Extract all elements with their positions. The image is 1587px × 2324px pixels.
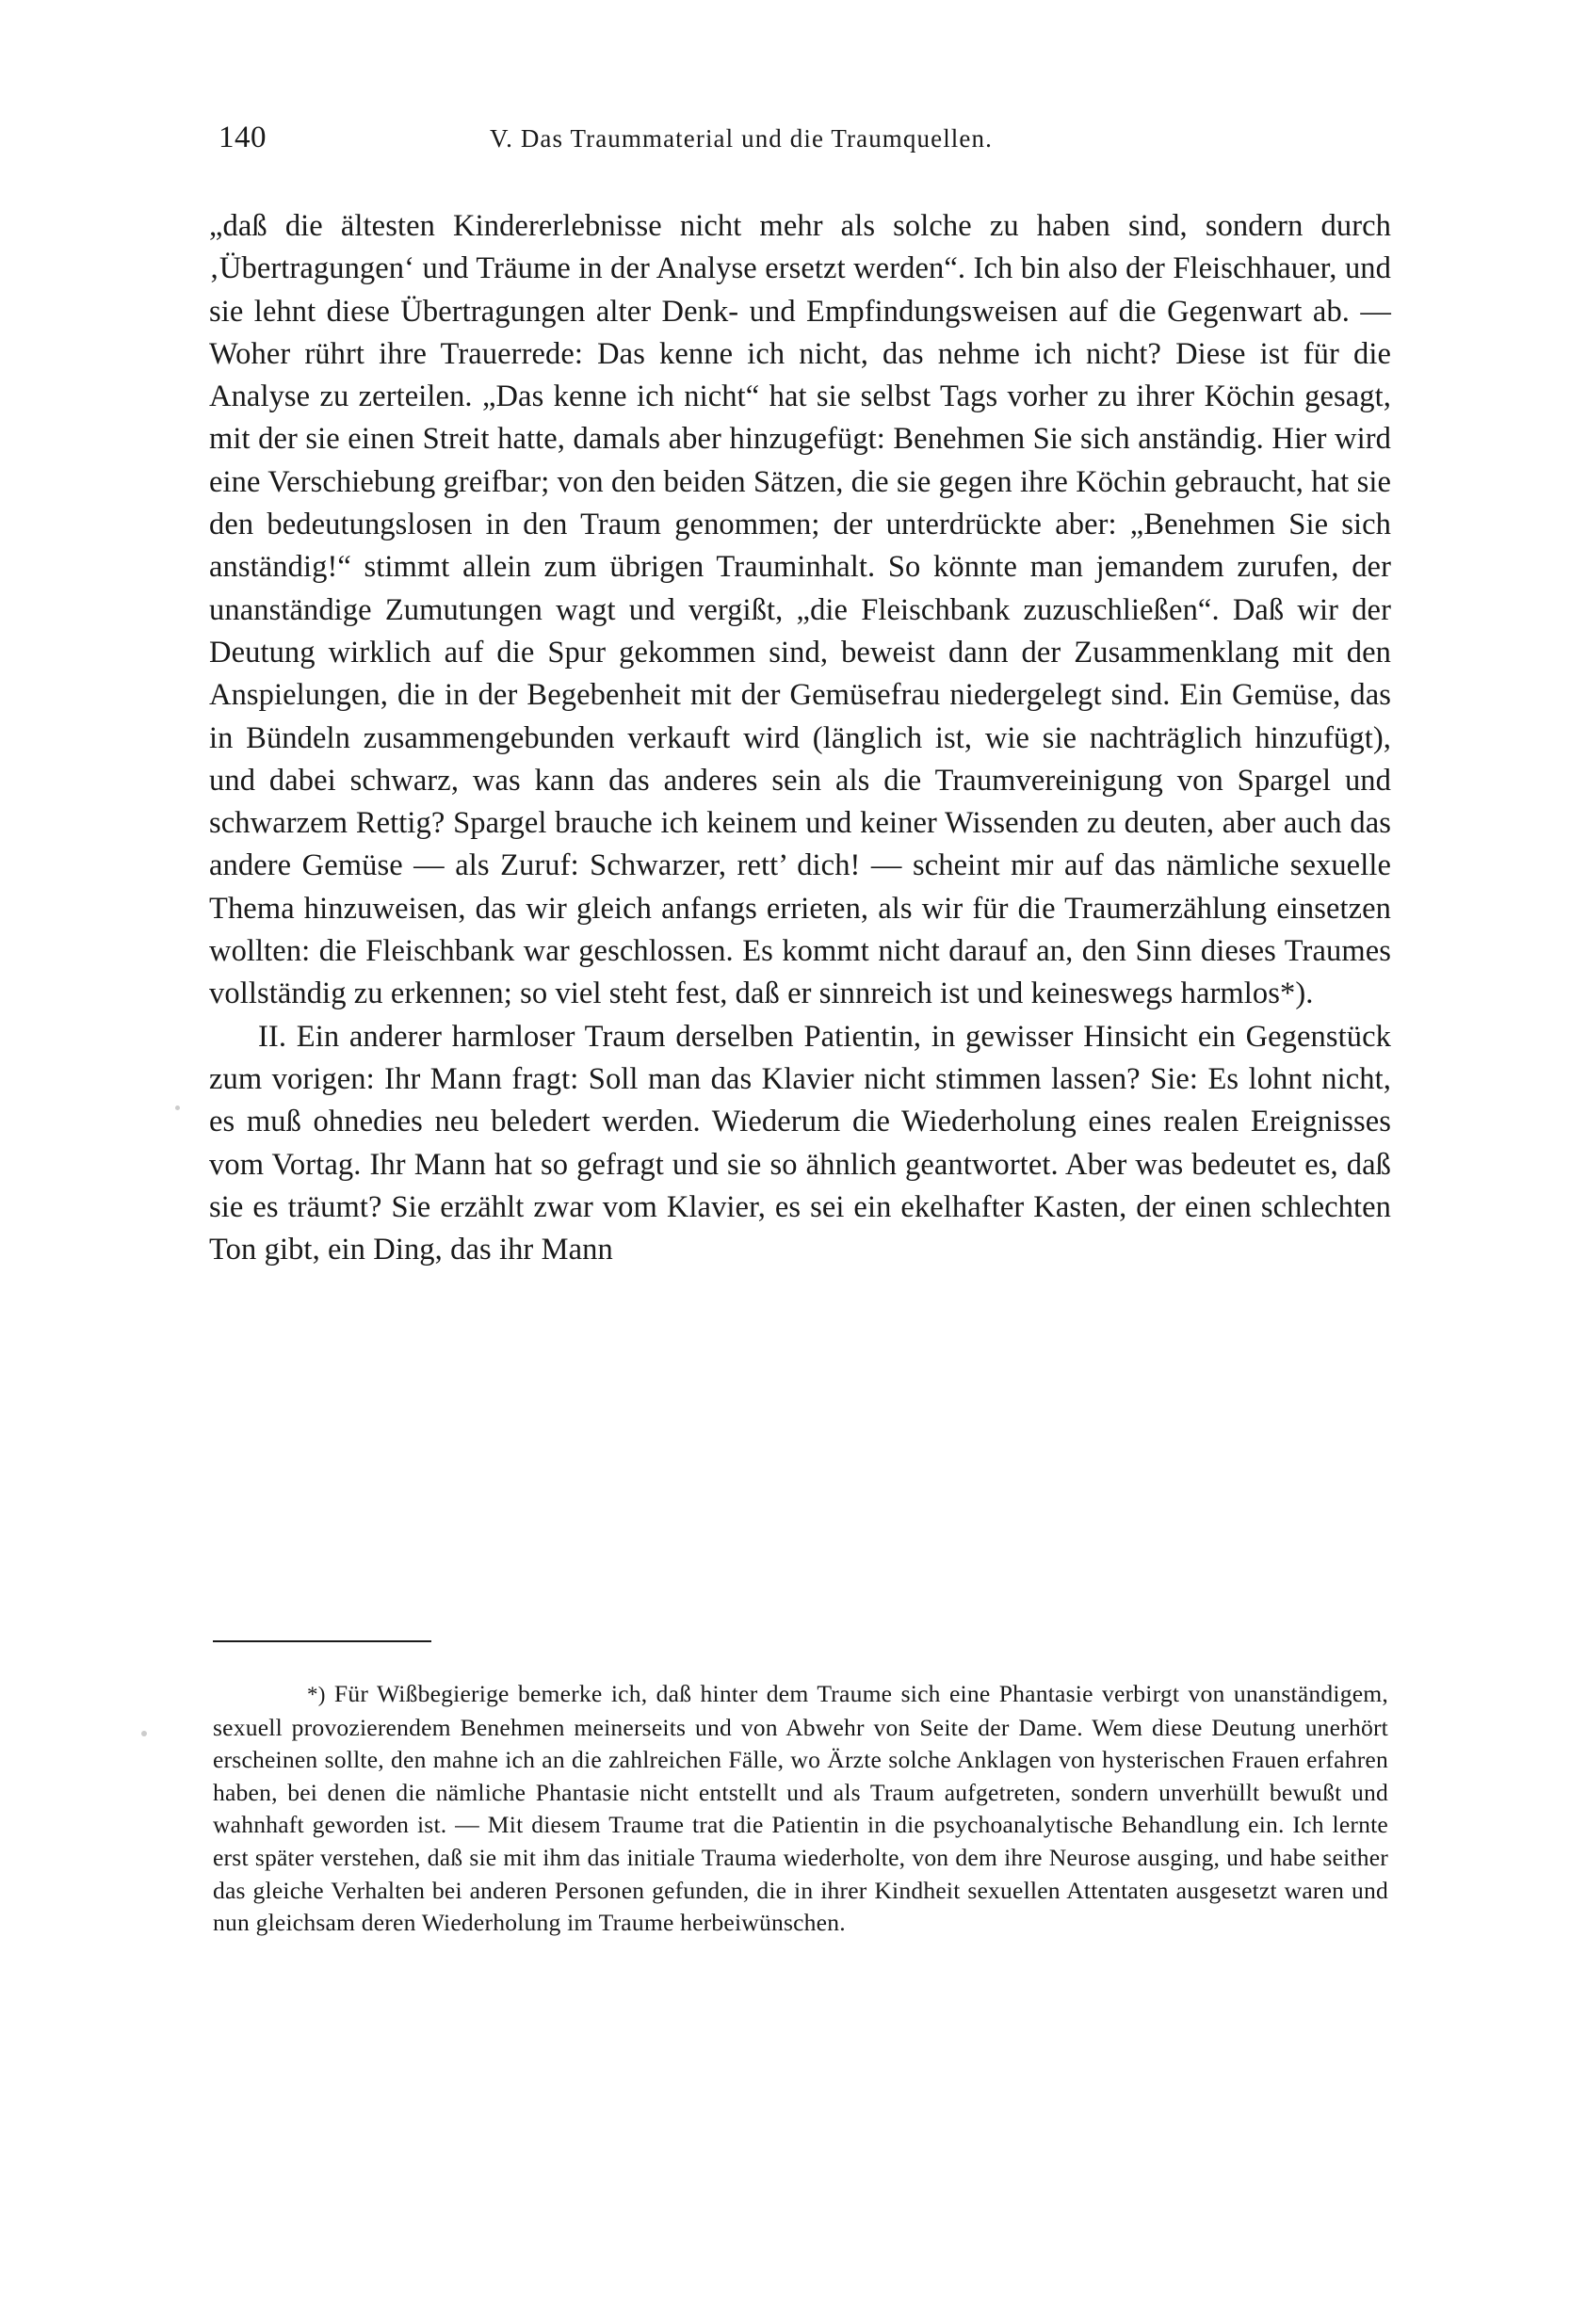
footnote-separator: [213, 1640, 431, 1642]
running-title: V. Das Traummaterial und die Traumquellen.: [490, 124, 993, 153]
body-text: [209, 205, 1391, 1271]
footnote-body: Für Wißbegierige bemerke ich, daß hinter dem Traume sich eine Phantasie verbirgt von unanständigem, sexuell provozierendem Benehmen meinerseits und von Abwehr von Seite der Dame. Wem diese Deutung unerhört erscheinen sollte, den mahne ich an die zahlreichen Fälle, wo Ärzte solche Anklagen von hysterischen Frauen erfahren haben, bei denen die nämliche Phantasie nicht entstellt und als Traum aufgetreten, sondern unverhüllt bewußt und wahnhaft geworden ist. — Mit diesem Traume trat die Patientin in die psychoanalytische Behandlung ein. Ich lernte erst später verstehen, daß sie mit ihm das initiale Trauma wiederholte, von dem ihre Neurose ausging, und habe seither das gleiche Verhalten bei anderen Personen gefunden, die in ihrer Kindheit sexuellen Attentaten ausgesetzt waren und nun gleichsam deren Wiederholung im Traume herbeiwünschen.: [213, 1680, 1388, 1937]
paper-speck: [175, 1106, 180, 1110]
paragraph-main: „daß die ältesten Kindererlebnisse nicht mehr als solche zu haben sind, sondern durch ‚Übertragungen‘ und Träume in der Analyse ersetzt werden“. Ich bin also der Fleischhauer, und sie lehnt diese Übertragungen alter Denk- und Empfindungsweisen auf die Gegenwart ab. — Woher rührt ihre Trauerrede: Das kenne ich nicht, das nehme ich nicht? Diese ist für die Analyse zu zerteilen. „Das kenne ich nicht“ hat sie selbst Tags vorher zu ihrer Köchin gesagt, mit der sie einen Streit hatte, damals aber hinzugefügt: Benehmen Sie sich anständig. Hier wird eine Verschiebung greifbar; von den beiden Sätzen, die sie gegen ihre Köchin gebraucht, hat sie den bedeutungslosen in den Traum genommen; der unterdrückte aber: „Benehmen Sie sich anständig!“ stimmt allein zum übrigen Trauminhalt. So könnte man jemandem zurufen, der unanständige Zumutungen wagt und vergißt, „die Fleischbank zuzuschließen“. Daß wir der Deutung wirklich auf die Spur gekommen sind, beweist dann der Zusammenklang mit den Anspielungen, die in der Begebenheit mit der Gemüsefrau niedergelegt sind. Ein Gemüse, das in Bündeln zusammengebunden verkauft wird (länglich ist, wie sie nachträglich hinzufügt), und dabei schwarz, was kann das anderes sein als die Traumvereinigung von Spargel und schwarzem Rettig? Spargel brauche ich keinem und keiner Wissenden zu deuten, aber auch das andere Gemüse — als Zuruf: Schwarzer, rett’ dich! — scheint mir auf das nämliche sexuelle Thema hinzuweisen, das wir gleich anfangs errieten, als wir für die Traumerzählung einsetzen wollten: die Fleischbank war geschlossen. Es kommt nicht darauf an, den Sinn dieses Traumes vollständig zu erkennen; so viel steht fest, daß er sinnreich ist und keineswegs harmlos*).: [209, 209, 1391, 1011]
footnote-marker: *): [307, 1683, 326, 1706]
page-header: [0, 121, 1587, 158]
page-number: 140: [219, 121, 267, 154]
paper-speck: [141, 1731, 147, 1736]
paragraph-second-dream: II. Ein anderer harmloser Traum derselben Patientin, in gewisser Hinsicht ein Gegenstück zum vorigen: Ihr Mann fragt: Soll man das Klavier nicht stimmen lassen? Sie: Es lohnt nicht, es muß ohnedies neu beledert werden. Wiederum die Wiederholung eines realen Ereignisses vom Vortag. Ihr Mann hat so gefragt und sie so ähnlich geantwortet. Aber was bedeutet es, daß sie es träumt? Sie erzählt zwar vom Klavier, es sei ein ekelhafter Kasten, der einen schlechten Ton gibt, ein Ding, das ihr Mann: [209, 1019, 1391, 1267]
footnote-block: [213, 1678, 1388, 1940]
footnote-text: [213, 1678, 1388, 1940]
